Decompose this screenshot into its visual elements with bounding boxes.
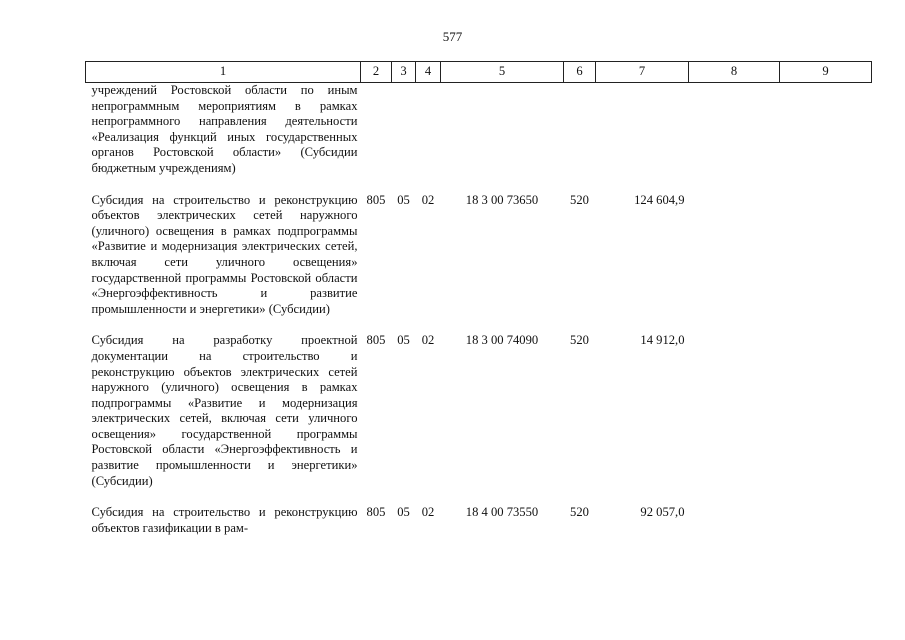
row-amount: 124 604,9 xyxy=(634,192,685,207)
row-expense-type: 520 xyxy=(570,505,589,520)
row-amount-col-8 xyxy=(689,83,780,193)
row-amount-col-9 xyxy=(780,505,872,552)
row-description: Субсидия на строительство и реконструкцию объектов газификации в рам- xyxy=(91,505,358,535)
row-description: Субсидия на разработку проектной документации на строительство и реконструкцию объектов электрических сетей наружного (уличного) освещения в рамках подпрограммы «Развитие и модернизация электрических сетей, включая сети уличного освещения» государственной программы Ростовской области «Энергоэффективность и развитие промышленности и энергетики» (Субсидии) xyxy=(91,333,358,488)
row-amount: 92 057,0 xyxy=(640,505,685,520)
header-col-4: 4 xyxy=(416,62,441,83)
row-section-code xyxy=(392,83,416,193)
row-department-code xyxy=(361,83,392,193)
header-col-9: 9 xyxy=(780,62,872,83)
row-department-code: 805 xyxy=(366,192,386,207)
table-header-row xyxy=(86,62,872,83)
table-row xyxy=(86,333,872,505)
row-amount-col-8 xyxy=(689,193,780,334)
budget-table xyxy=(85,61,872,552)
row-expense-type: 520 xyxy=(570,333,589,348)
row-target-article: 18 4 00 73550 xyxy=(465,505,539,520)
header-col-1: 1 xyxy=(86,62,361,83)
header-col-7: 7 xyxy=(596,62,689,83)
row-amount-col-8 xyxy=(689,505,780,552)
row-description: учреждений Ростовской области по иным непрограммным мероприятиям в рамках непрограммного направления деятельности «Реализация функций иных государственных органов Ростовской области» (Субсидии бюджетным учреждениям) xyxy=(91,83,358,175)
row-amount-col-8 xyxy=(689,333,780,505)
row-amount-col-9 xyxy=(780,193,872,334)
row-target-article: 18 3 00 73650 xyxy=(465,192,539,207)
row-target-article: 18 3 00 74090 xyxy=(465,333,539,348)
header-col-8: 8 xyxy=(689,62,780,83)
row-department-code: 805 xyxy=(366,333,386,348)
row-section-code: 05 xyxy=(397,333,410,348)
row-expense-type: 520 xyxy=(570,192,589,207)
row-amount-col-9 xyxy=(780,333,872,505)
row-subsection-code: 02 xyxy=(421,505,435,520)
header-col-2: 2 xyxy=(361,62,392,83)
header-col-5: 5 xyxy=(441,62,564,83)
table-row xyxy=(86,83,872,193)
row-department-code: 805 xyxy=(366,505,386,520)
row-expense-type xyxy=(564,83,596,193)
table-row xyxy=(86,193,872,334)
table-row xyxy=(86,505,872,552)
row-section-code: 05 xyxy=(397,505,410,520)
row-description: Субсидия на строительство и реконструкцию объектов электрических сетей наружного (уличного) освещения в рамках подпрограммы «Развитие и модернизация электрических сетей, включая сети уличного освещения» государственной программы Ростовской области «Энергоэффективность и развитие промышленности и энергетики» (Субсидии) xyxy=(91,192,358,316)
header-col-3: 3 xyxy=(392,62,416,83)
row-subsection-code xyxy=(416,83,441,193)
row-target-article xyxy=(441,83,564,193)
row-amount-col-9 xyxy=(780,83,872,193)
row-subsection-code: 02 xyxy=(421,192,435,207)
row-amount xyxy=(596,83,689,193)
row-amount: 14 912,0 xyxy=(640,333,685,348)
row-subsection-code: 02 xyxy=(421,333,435,348)
row-section-code: 05 xyxy=(397,192,410,207)
header-col-6: 6 xyxy=(564,62,596,83)
page-number: 577 xyxy=(442,29,463,44)
